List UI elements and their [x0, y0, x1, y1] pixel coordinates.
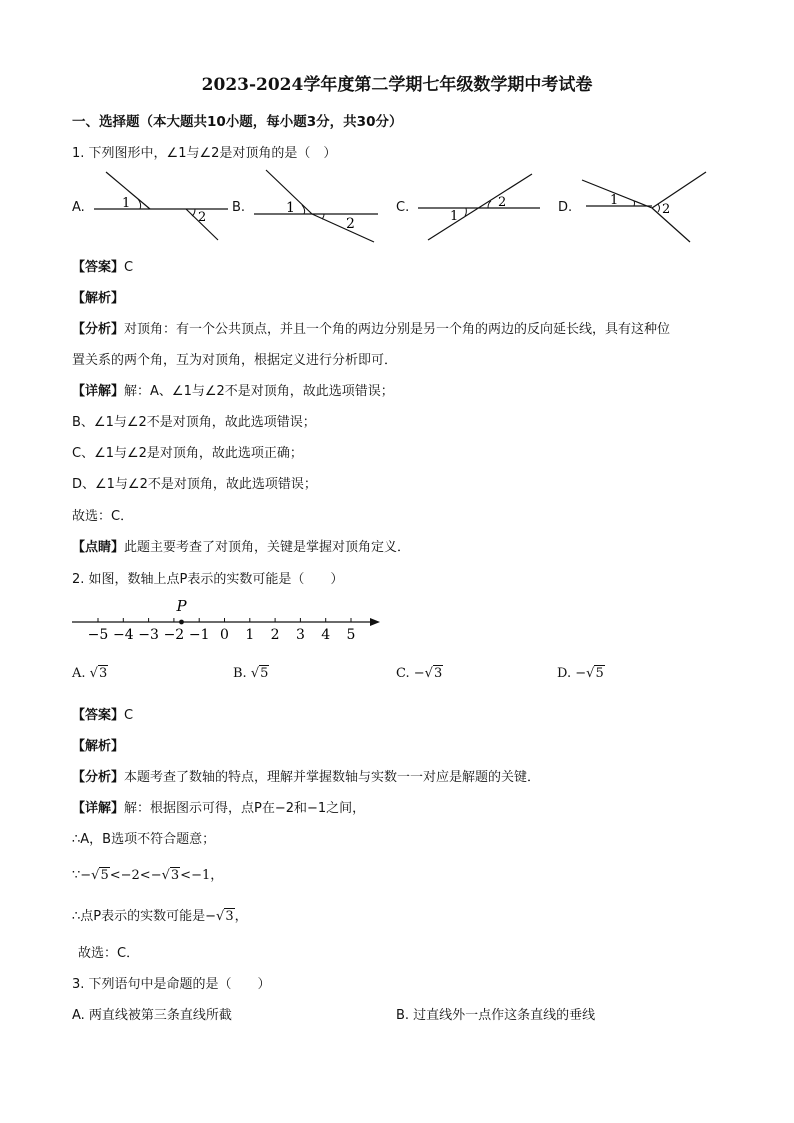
text-part: ∴点P表示的实数可能是−	[72, 909, 217, 924]
fenxi-tag: 【分析】	[72, 322, 125, 337]
angle-1-label: 1	[286, 200, 295, 216]
sqrt-symbol: √3	[161, 868, 180, 883]
q1-option-a-label: A.	[72, 200, 85, 215]
point-p-label: P	[176, 597, 187, 615]
radicand: 3	[98, 666, 108, 681]
xiangjie-text: 解：根据图示可得，点P在−2和−1之间，	[124, 801, 366, 816]
q2-analysis-tag: 【解析】	[72, 739, 125, 754]
q2-option-d	[557, 666, 605, 681]
radicand: 5	[595, 666, 604, 681]
q2-number-line	[68, 596, 384, 648]
tick-label: 1	[245, 627, 255, 643]
q1-option-d-label: D.	[558, 200, 573, 215]
q1-option-c-label: C.	[396, 200, 410, 215]
tick-label: −2	[163, 627, 185, 643]
q2-option-c	[396, 666, 443, 681]
answer-tag: 【答案】	[72, 708, 125, 723]
q1-xiangjie-line-3: C、∠1与∠2是对顶角，故此选项正确；	[72, 446, 303, 461]
q2-xiangjie-line-5: 故选：C．	[78, 946, 140, 961]
answer-value: C	[124, 260, 134, 275]
text-part: ∵−	[72, 868, 92, 883]
q1-xiangjie-line-5: 故选：C．	[72, 509, 134, 524]
tick-label: 4	[321, 627, 331, 643]
tick-label: 3	[295, 627, 305, 643]
angle-1-label: 1	[122, 196, 131, 211]
q1-dianjing	[72, 536, 410, 555]
tick-label: −3	[138, 627, 159, 643]
q1-stem: 1. 下列图形中，∠1与∠2是对顶角的是（ ）	[72, 146, 337, 161]
fenxi-tag: 【分析】	[72, 770, 125, 785]
tick-label: 0	[220, 627, 229, 643]
q1-figure-c	[414, 170, 544, 242]
option-letter: C.	[396, 666, 410, 681]
q2-xiangjie-line-1	[72, 797, 365, 816]
option-letter: B.	[233, 666, 247, 681]
sqrt-symbol: √3	[424, 666, 443, 681]
q2-option-a	[72, 666, 108, 681]
radicand: 5	[260, 666, 269, 681]
option-sign: −	[413, 666, 425, 681]
q2-xiangjie-line-2: ∴A，B选项不符合题意；	[72, 832, 216, 847]
dianjing-text: 此题主要考查了对顶角，关键是掌握对顶角定义．	[124, 540, 411, 555]
q2-xiangjie-line-3	[72, 864, 223, 883]
angle-2-label: 2	[662, 202, 671, 217]
sqrt-symbol: √5	[586, 666, 604, 681]
q1-xiangjie-line-1	[72, 380, 394, 399]
answer-tag: 【答案】	[72, 260, 125, 275]
option-letter: D.	[557, 666, 572, 681]
text-part: ，	[234, 909, 248, 924]
dianjing-tag: 【点睛】	[72, 540, 125, 555]
option-letter: A.	[72, 666, 86, 681]
q2-xiangjie-line-4	[72, 905, 248, 924]
q2-stem: 2. 如图，数轴上点P表示的实数可能是（ ）	[72, 572, 344, 587]
q1-answer	[72, 256, 133, 275]
q1-option-b-label: B.	[232, 200, 246, 215]
radicand: 5	[100, 868, 109, 883]
q3-option-b: B. 过直线外一点作这条直线的垂线	[396, 1008, 596, 1023]
tick-label: 5	[346, 627, 356, 643]
text-part: <−2<−	[109, 868, 162, 883]
tick-label: 2	[270, 627, 280, 643]
q2-option-b	[233, 666, 269, 681]
angle-2-label: 2	[498, 195, 507, 210]
q1-figure-a	[88, 168, 228, 244]
radicand: 3	[170, 868, 180, 883]
angle-1-label: 1	[610, 193, 619, 208]
page-title: 2023-2024学年度第二学期七年级数学期中考试卷	[201, 75, 593, 95]
q1-analysis-tag: 【解析】	[72, 291, 125, 306]
xiangjie-text: 解：A、∠1与∠2不是对顶角，故此选项错误；	[124, 384, 394, 399]
sqrt-symbol: √3	[216, 909, 234, 924]
sqrt-symbol: √3	[89, 666, 108, 681]
q1-figure-b	[250, 166, 385, 246]
angle-2-label: 2	[346, 216, 355, 232]
xiangjie-tag: 【详解】	[72, 384, 125, 399]
q1-xiangjie-line-4: D、∠1与∠2不是对顶角，故此选项错误；	[72, 477, 317, 492]
point-p-dot	[179, 620, 184, 625]
sqrt-symbol: √5	[91, 868, 109, 883]
fenxi-text: 本题考查了数轴的特点，理解并掌握数轴与实数一一对应是解题的关键．	[124, 770, 541, 785]
q2-answer	[72, 704, 133, 723]
option-sign: −	[575, 666, 587, 681]
angle-2-label: 2	[198, 210, 207, 225]
tick-label: −4	[112, 627, 134, 643]
q3-stem: 3. 下列语句中是命题的是（ ）	[72, 977, 271, 992]
q1-fenxi-line-1	[72, 318, 670, 337]
section-heading: 一、选择题（本大题共10小题，每小题3分，共30分）	[72, 114, 403, 130]
q3-option-a: A. 两直线被第三条直线所截	[72, 1008, 232, 1023]
radicand: 3	[433, 666, 443, 681]
q1-xiangjie-line-2: B、∠1与∠2不是对顶角，故此选项错误；	[72, 415, 316, 430]
fenxi-text: 对顶角：有一个公共顶点，并且一个角的两边分别是另一个角的两边的反向延长线，具有这种位	[124, 322, 671, 337]
q1-fenxi-line-2: 置关系的两个角，互为对顶角，根据定义进行分析即可．	[72, 353, 398, 368]
angle-1-label: 1	[450, 209, 459, 224]
sqrt-symbol: √5	[250, 666, 269, 681]
q2-fenxi	[72, 766, 540, 785]
tick-label: −5	[87, 627, 109, 643]
xiangjie-tag: 【详解】	[72, 801, 125, 816]
q1-figure-d	[578, 168, 714, 244]
answer-value: C	[124, 708, 134, 723]
tick-label: −1	[188, 627, 210, 643]
radicand: 3	[225, 909, 234, 924]
text-part: <−1，	[180, 868, 224, 883]
